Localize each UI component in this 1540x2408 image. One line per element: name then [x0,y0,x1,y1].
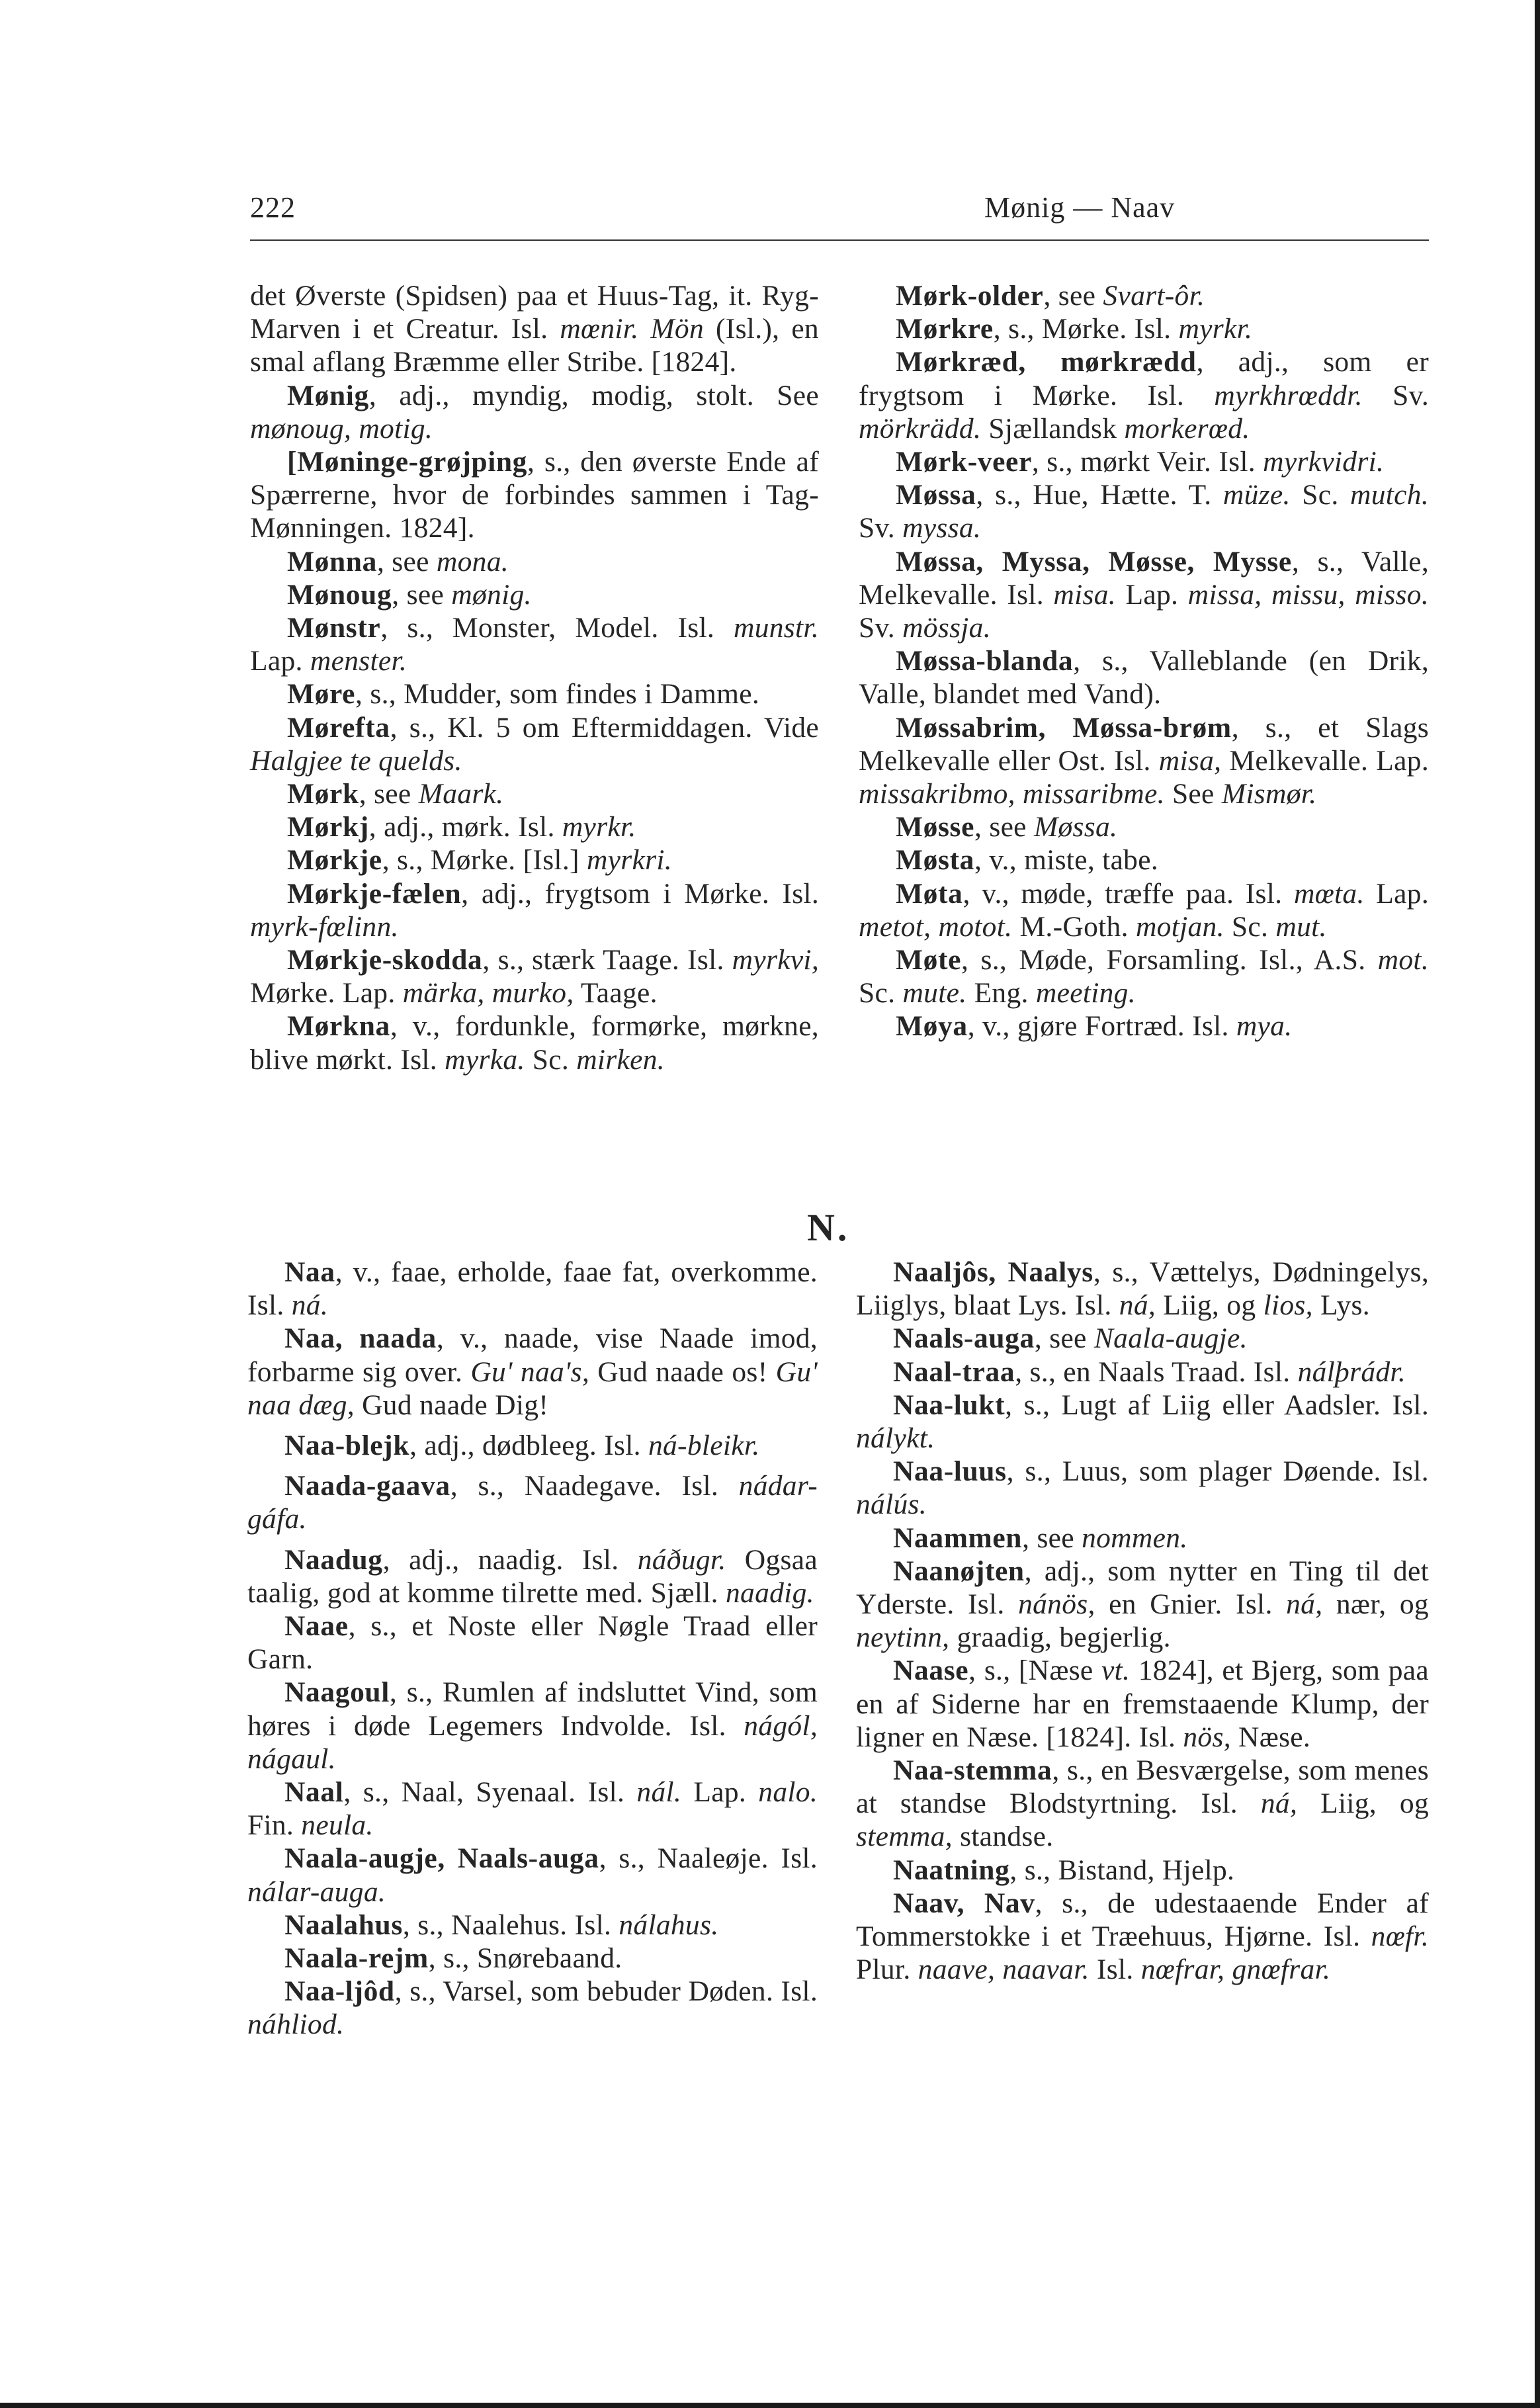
entry-italic-form: neytinn, [856,1621,950,1654]
entry-text: , see [1022,1522,1082,1554]
dictionary-entry [247,1469,818,1535]
entry-text: Lap. [250,645,310,677]
entry-text: , see [392,578,452,611]
dictionary-entry [859,644,1429,710]
entry-text: Lys. [1312,1289,1370,1322]
entry-headword: Møte [896,944,962,976]
dictionary-entry [859,943,1429,1010]
entry-italic-form: nálús. [856,1488,927,1521]
dictionary-entry [247,1776,818,1842]
entry-text: nær, og [1322,1588,1429,1621]
entry-text: , v., fordunkle, formørke, mørkne, blive mørkt. Isl. [250,1010,819,1076]
entry-text: Sc. [525,1043,577,1076]
entry-headword: Møya [896,1010,968,1043]
entry-text: Fin. [247,1809,302,1842]
entry-headword: Naa-ljôd [284,1975,395,2008]
entry-text: , v., møde, træffe paa. Isl. [962,877,1294,910]
entry-headword: Møta [896,877,963,910]
entry-text: , see [974,811,1034,843]
entry-italic-form: Mismør. [1221,778,1317,810]
dictionary-entry [856,1555,1429,1655]
entry-italic-form: vt. [1101,1655,1131,1687]
dictionary-entry [856,1522,1429,1555]
entry-italic-form: nálahus. [619,1909,719,1941]
dictionary-entry [859,545,1429,645]
entry-italic-form: naadig. [725,1576,814,1609]
dictionary-entry [250,545,819,578]
entry-italic-form: misa, [1158,744,1222,777]
entry-headword: Naagoul [284,1676,390,1709]
entry-italic-form: Gu' naa's, [470,1355,590,1388]
entry-text: Lap. [1115,578,1188,611]
running-head [250,187,1429,241]
entry-text: , s., Luus, som plager Døende. Isl. [1006,1455,1429,1488]
entry-italic-form: myrk-fœlinn. [250,910,399,943]
entry-italic-form: myrkvidri. [1263,446,1385,478]
entry-italic-form: missakribmo, missaribme. [859,778,1165,810]
entry-text: , s., Lugt af Liig eller Aadsler. Isl. [1005,1389,1429,1421]
entry-text: Ogsaa taalig, god at komme tilrette med. Sjæll. [247,1543,818,1609]
entry-italic-form: nœfr. [1371,1920,1429,1953]
dictionary-entry [859,345,1429,445]
entry-text: standse. [952,1821,1054,1853]
entry-text: Sv. [859,512,903,544]
entry-italic-form: nálykt. [856,1422,935,1455]
entry-headword: Naa-blejk [284,1430,410,1462]
entry-text: , s., en Naals Traad. Isl. [1015,1355,1298,1388]
entry-text: Plur. [856,1954,918,1986]
entry-headword: Naa-stemma [893,1754,1052,1787]
entry-italic-form: myssa. [902,512,982,544]
dictionary-entry [859,478,1429,544]
entry-italic-form: nœfrar, gnœfrar. [1140,1954,1331,1986]
entry-text: , v., gjøre Fortræd. Isl. [967,1010,1236,1043]
entry-italic-form: myrkr. [562,811,636,843]
dictionary-entry [247,1909,818,1942]
entry-headword: Mønoug [287,578,392,611]
entry-headword: Møre [287,678,356,710]
dictionary-entry [250,1010,819,1076]
entry-headword: Møssa [896,479,976,511]
column-left-lower [247,1256,818,2042]
entry-headword: Naatning [893,1854,1010,1886]
entry-text: Gud naade Dig! [354,1389,549,1421]
entry-text: , s., Naalehus. Isl. [402,1909,619,1941]
section-letter-heading: N. [807,1206,850,1249]
entry-italic-form: nálar-auga. [247,1875,386,1908]
entry-text: Liig, og [1297,1787,1429,1820]
entry-text: graadig, begjerlig. [949,1621,1171,1654]
entry-headword: Naav, Nav [893,1887,1035,1919]
entry-text: , s., Naal, Syenaal. Isl. [343,1776,637,1809]
entry-italic-form: mønig. [451,578,532,611]
entry-italic-form: myrkvi, [732,944,819,976]
entry-italic-form: ná. [291,1289,329,1322]
entry-text: , adj., som er frygtsom i Mørke. Isl. [859,346,1430,411]
dictionary-entry [250,943,819,1010]
dictionary-entry [247,1429,818,1462]
entry-text: en Gnier. Isl. [1095,1588,1287,1621]
entry-italic-form: nalo. [758,1776,818,1809]
entry-text: , s., Mudder, som findes i Damme. [355,678,760,710]
entry-text: , v., naade, vise Naade imod, forbarme sig over. [247,1322,818,1388]
entry-text: Sv. [859,612,903,644]
entry-italic-form: mörkrädd. [859,412,982,445]
entry-italic-form: ná, [1286,1588,1323,1621]
entry-headword: Mørkna [287,1010,390,1043]
dictionary-entry [859,843,1429,877]
entry-text: , s., Valleblande (en Drik, Valle, blandet med Vand). [859,645,1429,710]
entry-text: Sv. [1362,379,1429,411]
dictionary-entry [859,312,1429,345]
entry-text: , s., Naadegave. Isl. [450,1470,739,1502]
entry-italic-form: mirken. [576,1043,665,1076]
entry-text: , s., Vættelys, Dødningelys, Liiglys, blaat Lys. Isl. [856,1256,1429,1322]
dictionary-entry [856,1322,1429,1355]
dictionary-entry [859,279,1429,312]
entry-italic-form: müze. [1222,479,1291,511]
entry-headword: Naal-traa [893,1355,1015,1388]
entry-italic-form: stemma, [856,1821,953,1853]
entry-text: (Isl.), en smal aflang Bræmme eller Stribe. [1824]. [250,313,819,378]
entry-italic-form: mœta. [1294,877,1365,910]
entry-italic-form: Naala-augje. [1093,1322,1248,1355]
entry-text: , v., faae, erholde, faae fat, overkomme. Isl. [247,1256,818,1322]
entry-headword: Mørkje-fælen [287,877,462,910]
entry-headword: Naala-augje, Naals-auga [284,1842,599,1875]
entry-text: , s., Mørke. Isl. [993,313,1179,345]
entry-text: , s., [Næse [968,1655,1102,1687]
entry-italic-form: Halgjee te quelds. [250,744,462,777]
page-number: 222 [250,191,296,224]
entry-headword: Mønna [287,545,377,578]
entry-text: Taage. [574,977,658,1010]
dictionary-entry [250,711,819,777]
entry-headword: Naa, naada [284,1322,437,1355]
entry-text: , s., stærk Taage. Isl. [482,944,732,976]
entry-italic-form: myrka. [445,1043,525,1076]
entry-text: Mørke. Lap. [250,977,403,1010]
dictionary-entry [250,379,819,445]
entry-italic-form: nös, [1183,1721,1231,1753]
dictionary-entry [859,810,1429,843]
entry-italic-form: Svart-ôr. [1103,280,1205,312]
dictionary-entry [247,1610,818,1676]
dictionary-entry [247,1676,818,1776]
entry-headword: Naanøjten [893,1555,1025,1587]
entry-text: Isl. [1089,1954,1141,1986]
entry-headword: Mørkj [287,811,369,843]
entry-italic-form: mønoug, motig. [250,412,433,445]
column-right-lower [856,1256,1429,1986]
entry-headword: Mørk-older [896,280,1044,312]
entry-text: , s., Rumlen af indsluttet Vind, som høres i døde Legemers Indvolde. Isl. [247,1676,818,1742]
entry-italic-form: myrkri. [586,844,672,877]
dictionary-entry [250,677,819,710]
entry-text: , s., Monster, Model. Isl. [380,612,734,644]
entry-italic-form: neula. [301,1809,374,1842]
dictionary-entry [250,777,819,810]
entry-headword: Naalahus [284,1909,403,1941]
entry-headword: Mørkre [896,313,994,345]
entry-headword: [Møninge-grøjping [287,446,528,478]
entry-text [638,313,650,345]
entry-italic-form: náðugr. [637,1543,726,1576]
dictionary-entry [250,810,819,843]
entry-italic-form: mot. [1377,944,1429,976]
entry-headword: Naammen [893,1522,1023,1554]
entry-headword: Naa-lukt [893,1389,1005,1421]
dictionary-entry [856,1854,1429,1887]
dictionary-entry [856,1654,1429,1754]
entry-headword: Møssa-blanda [896,645,1074,677]
dictionary-entry [247,1322,818,1422]
dictionary-entry [250,611,819,677]
entry-text: , adj., mørk. Isl. [368,811,562,843]
entry-headword: Møssa, Myssa, Møsse, Mysse [896,545,1292,578]
entry-headword: Mørefta [287,711,390,744]
entry-text: Liig, og [1156,1289,1263,1322]
entry-text: Melkevalle. Lap. [1221,744,1429,777]
entry-italic-form: myrkhrœddr. [1214,379,1363,411]
dictionary-entry [859,445,1429,478]
entry-text: , adj., dødbleeg. Isl. [409,1430,648,1462]
entry-italic-form: náhliod. [247,2008,345,2041]
entry-headword: Naal [284,1776,344,1809]
entry-italic-form: ná-bleikr. [648,1430,760,1462]
entry-text: Sc. [1290,479,1351,511]
dictionary-entry [247,1842,818,1908]
entry-text: Eng. [966,977,1036,1010]
entry-italic-form: Mön [650,313,705,345]
entry-italic-form: myrkr. [1178,313,1253,345]
dictionary-entry [250,445,819,545]
entry-text: M.-Goth. [1012,910,1136,943]
entry-text: , adj., som nytter en Ting til det Yderste. Isl. [856,1555,1429,1621]
entry-headword: Mønig [287,379,369,411]
entry-text: , see [359,778,419,810]
entry-text: , s., Hue, Hætte. T. [976,479,1223,511]
entry-text: , s., Naaleøje. Isl. [599,1842,818,1875]
entry-headword: Mørkræd, mørkrædd [896,346,1197,378]
entry-headword: Naaljôs, Naalys [893,1256,1093,1288]
entry-headword: Naals-auga [893,1322,1035,1355]
entry-text: , adj., frygtsom i Mørke. Isl. [461,877,819,910]
entry-italic-form: nommen. [1082,1522,1188,1554]
entry-text: , adj., myndig, modig, stolt. See [368,379,819,411]
entry-italic-form: nálþrádr. [1297,1355,1406,1388]
dictionary-entry [859,1010,1429,1043]
entry-italic-form: nágól, nágaul. [247,1709,818,1775]
entry-text: , v., miste, tabe. [974,844,1159,877]
entry-text: See [1164,778,1222,810]
entry-italic-form: naave, naavar. [918,1954,1090,1986]
entry-italic-form: Maark. [418,778,504,810]
entry-text: , s., de udestaaende Ender af Tommerstokke i et Træehuus, Hjørne. Isl. [856,1887,1429,1953]
entry-headword: Naada-gaava [284,1470,450,1502]
entry-italic-form: mona. [436,545,509,578]
entry-headword: Naa [284,1256,335,1288]
entry-headword: Møsta [896,844,974,877]
entry-text: , see [376,545,437,578]
entry-italic-form: mœnir. [560,313,639,345]
entry-text: , s., den øverste Ende af Spærrerne, hvor de forbindes sammen i Tag-Mønningen. 1824]. [250,446,819,544]
column-right-upper [859,279,1429,1043]
entry-text: Lap. [1364,877,1429,910]
entry-text: Næse. [1230,1721,1311,1753]
entry-headword: Mønstr [287,612,381,644]
entry-text: , see [1034,1322,1094,1355]
column-left-upper [250,279,819,1076]
dictionary-entry [856,1887,1429,1987]
entry-headword: Naase [893,1655,969,1687]
entry-headword: Naala-rejm [284,1942,429,1975]
entry-text: Lap. [681,1776,759,1809]
entry-text: 1824], et Bjerg, som paa en af Siderne har en fremstaaende Klump, der ligner en Næse. [1824]. Isl. [856,1655,1429,1753]
entry-italic-form: nál. [636,1776,682,1809]
dictionary-entry [856,1455,1429,1521]
entry-text: , s., Mørke. [Isl.] [382,844,587,877]
entry-italic-form: menster. [310,645,407,677]
dictionary-entry [247,1942,818,1975]
entry-italic-form: mutch. [1350,479,1429,511]
entry-italic-form: Gu' naa dæg, [247,1355,818,1421]
entry-italic-form: metot, motot. [859,910,1013,943]
dictionary-entry [247,1975,818,2041]
entry-headword: Naae [284,1610,349,1643]
entry-italic-form: ná, [1119,1289,1156,1322]
dictionary-entry [856,1355,1429,1389]
dictionary-entry [250,578,819,611]
entry-text: Sc. [859,977,903,1010]
entry-text: , s., Kl. 5 om Eftermiddagen. Vide [390,711,819,744]
entry-italic-form: mut. [1275,910,1327,943]
entry-italic-form: mute. [902,977,967,1010]
entry-headword: Mørkje [287,844,382,877]
entry-italic-form: missa, missu, misso. [1187,578,1430,611]
entry-text: Sc. [1224,910,1276,943]
entry-headword: Mørk [287,778,359,810]
entry-text: , s., en Besværgelse, som menes at standse Blodstyrtning. Isl. [856,1754,1429,1820]
entry-text: , see [1043,280,1103,312]
entry-headword: Mørk-veer [896,446,1032,478]
entry-italic-form: lios, [1263,1289,1313,1322]
entry-text: , s., Møde, Forsamling. Isl., A.S. [961,944,1378,976]
entry-text: det Øverste (Spidsen) paa et Huus-Tag, it. Ryg-Marven i et Creatur. Isl. [250,280,819,345]
entry-text: , s., Snørebaand. [428,1942,622,1975]
entry-text: , adj., naadig. Isl. [382,1543,638,1576]
entry-text: Sjællandsk [981,412,1125,445]
dictionary-entry [247,1543,818,1610]
entry-italic-form: ná, [1260,1787,1298,1820]
entry-italic-form: Møssa. [1033,811,1118,843]
running-head-title: Mønig — Naav [984,191,1176,224]
dictionary-entry [250,279,819,379]
dictionary-entry [247,1256,818,1322]
entry-italic-form: morkerœd. [1124,412,1250,445]
entry-text: , s., Bistand, Hjelp. [1009,1854,1235,1886]
entry-text: , s., Varsel, som bebuder Døden. Isl. [394,1975,818,2008]
entry-italic-form: nánös, [1018,1588,1095,1621]
dictionary-entry [859,711,1429,811]
entry-italic-form: mya. [1236,1010,1293,1043]
dictionary-entry [856,1389,1429,1455]
entry-italic-form: misa. [1053,578,1116,611]
entry-text: , s., Valle, Melkevalle. Isl. [859,545,1429,611]
entry-italic-form: nádar-gáfa. [247,1470,818,1535]
dictionary-entry [859,877,1429,943]
entry-text: Gud naade os! [589,1355,776,1388]
entry-italic-form: meeting. [1035,977,1136,1010]
entry-text: , s., mørkt Veir. Isl. [1031,446,1263,478]
entry-headword: Møssabrim, Møssa-brøm [896,711,1232,744]
dictionary-entry [250,843,819,877]
entry-headword: Naadug [284,1543,383,1576]
entry-italic-form: märka, murko, [402,977,574,1010]
entry-italic-form: munstr. [733,612,819,644]
entry-headword: Møsse [896,811,974,843]
entry-headword: Naa-luus [893,1455,1007,1488]
entry-text: , s., et Slags Melkevalle eller Ost. Isl. [859,711,1429,777]
dictionary-entry [250,877,819,943]
entry-text: , s., et Noste eller Nøgle Traad eller Garn. [247,1610,818,1676]
dictionary-entry [856,1754,1429,1854]
entry-headword: Mørkje-skodda [287,944,483,976]
entry-italic-form: motjan. [1135,910,1224,943]
dictionary-entry [856,1256,1429,1322]
entry-italic-form: mössja. [902,612,991,644]
